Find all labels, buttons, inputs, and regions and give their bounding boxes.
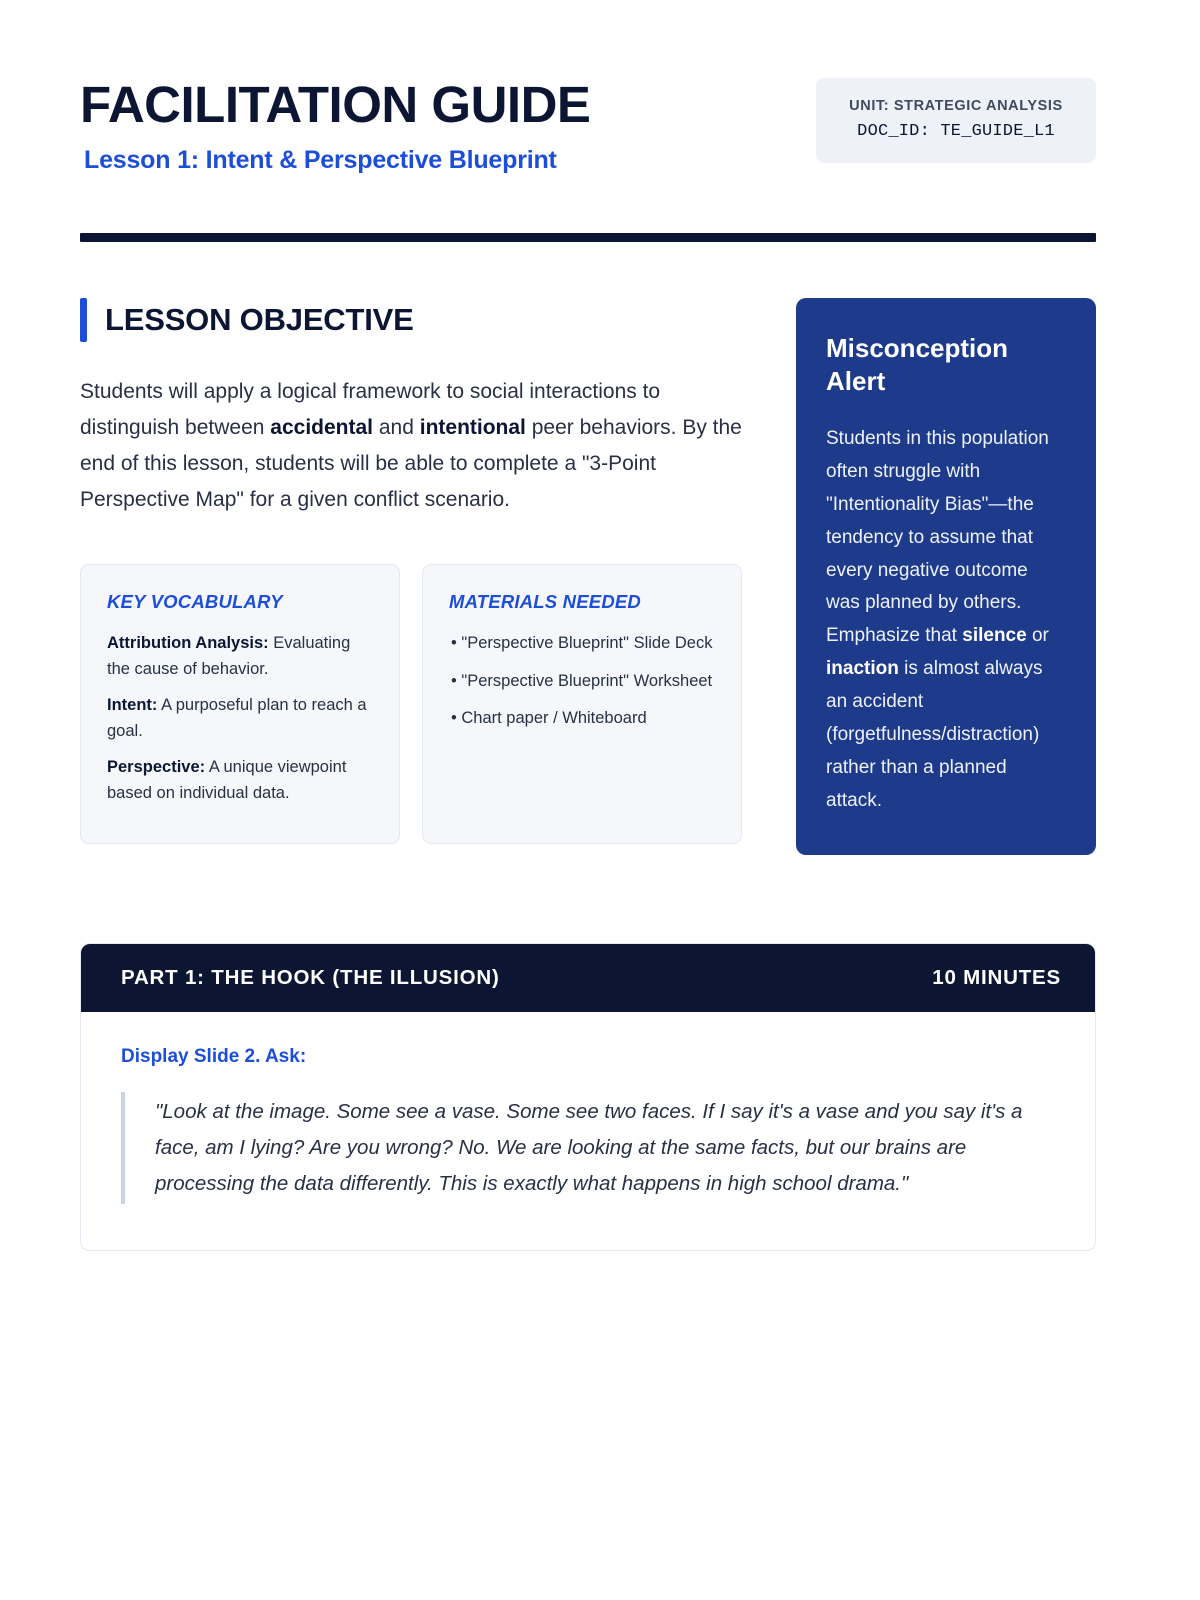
objective-bold-intentional: intentional — [419, 415, 526, 439]
info-cards — [80, 564, 742, 844]
alert-part-2: or — [1026, 625, 1049, 647]
doc-id-label: DOC_ID: TE_GUIDE_L1 — [857, 122, 1055, 141]
objective-part-3: peer behaviors. By the end of this lesson, students will be able to complete a "3-Point Perspective Map" for a given conflict scenario. — [80, 415, 742, 511]
unit-label: UNIT: STRATEGIC ANALYSIS — [849, 98, 1063, 114]
vocabulary-item — [107, 693, 375, 744]
vocabulary-item — [107, 631, 375, 682]
vocabulary-item — [107, 755, 375, 806]
document-meta-badge — [816, 78, 1096, 163]
right-column — [796, 298, 1096, 856]
vocabulary-definition: A purposeful plan to reach a goal. — [107, 696, 367, 740]
vocabulary-term: Attribution Analysis: — [107, 633, 269, 652]
materials-needed-title: MATERIALS NEEDED — [449, 590, 641, 612]
misconception-alert-title: Misconception Alert — [826, 332, 1009, 397]
key-vocabulary-card — [80, 564, 400, 844]
lesson-objective-header — [80, 298, 742, 342]
part-1-cue: Display Slide 2. Ask: — [121, 1046, 307, 1068]
vocabulary-term: Intent: — [107, 696, 158, 715]
materials-needed-card — [422, 564, 742, 844]
vocabulary-definition: Evaluating the cause of behavior. — [107, 633, 351, 678]
objective-bold-accidental: accidental — [270, 415, 374, 439]
misconception-alert-panel — [796, 298, 1096, 856]
document-header — [0, 0, 1200, 175]
section-accent-bar — [80, 298, 87, 342]
title-block — [80, 78, 590, 175]
alert-bold-inaction: inaction — [826, 658, 899, 680]
main-content — [0, 298, 1200, 856]
header-divider — [80, 233, 1096, 242]
section-title: LESSON OBJECTIVE — [105, 301, 414, 337]
part-1-label: PART 1: THE HOOK (THE ILLUSION) — [121, 966, 500, 990]
alert-part-1: Students in this population often struggle with "Intentionality Bias"—the tendency to assume that every negative outcome was planned by others. Emphasize that — [826, 428, 1049, 647]
lesson-objective-text — [80, 374, 742, 518]
list-item: • "Perspective Blueprint" Worksheet — [451, 671, 713, 690]
left-column — [80, 298, 742, 845]
page-subtitle: Lesson 1: Intent & Perspective Blueprint — [84, 145, 557, 174]
list-item: • Chart paper / Whiteboard — [451, 709, 647, 728]
list-item: • "Perspective Blueprint" Slide Deck — [451, 633, 713, 652]
objective-part-1: Students will apply a logical framework to social interactions to distinguish between — [80, 379, 661, 439]
alert-bold-silence: silence — [962, 625, 1027, 647]
page-title: FACILITATION GUIDE — [80, 76, 591, 133]
part-1-script-quote: "Look at the image. Some see a vase. Some see two faces. If I say it's a vase and you say it's a face, am I lying? Are you wrong? No. We are looking at the same facts, but our brains are processing the data differently. This is exactly what happens in high school drama." — [121, 1092, 1055, 1204]
misconception-alert-body — [826, 423, 1066, 817]
vocabulary-definition: A unique viewpoint based on individual data. — [107, 758, 347, 802]
part-1-body — [81, 1012, 1095, 1250]
part-1-duration: 10 MINUTES — [932, 966, 1061, 990]
objective-part-2: and — [373, 415, 420, 439]
part-1-header — [81, 944, 1095, 1012]
part-1-block — [80, 943, 1096, 1251]
vocabulary-term: Perspective: — [107, 758, 206, 777]
alert-part-3: is almost always an accident (forgetfulness/distraction) rather than a planned attack. — [826, 658, 1043, 811]
key-vocabulary-title: KEY VOCABULARY — [107, 590, 283, 612]
